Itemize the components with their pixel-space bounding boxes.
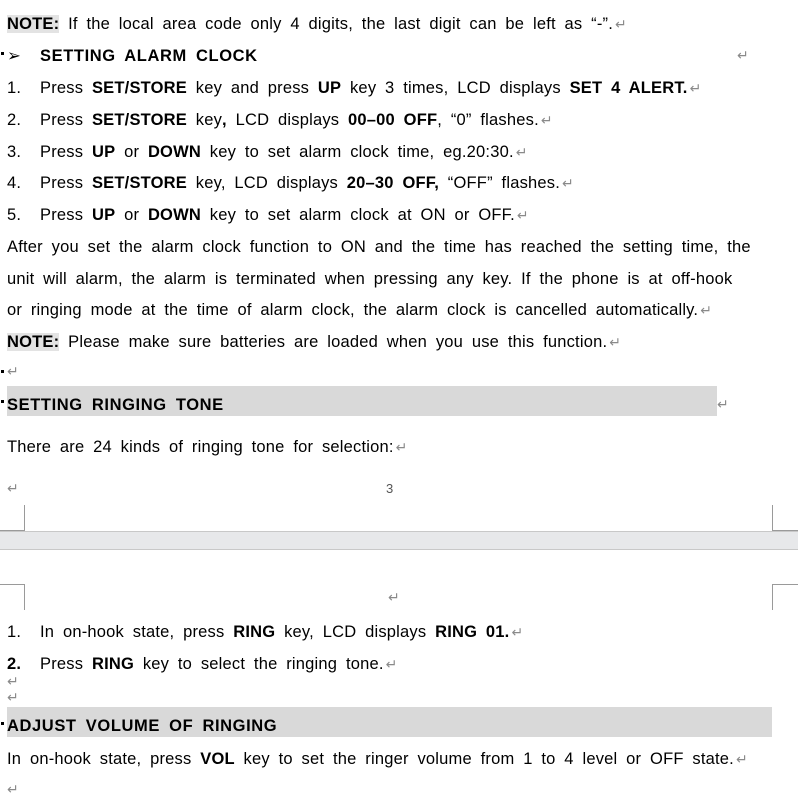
list-item	[7, 622, 523, 642]
text: Press	[40, 174, 92, 192]
text: or	[115, 206, 148, 224]
bold-text: SET/STORE	[91, 174, 187, 192]
bold-text: RING 01.	[435, 623, 510, 641]
heading-marker	[1, 722, 4, 725]
bold-text: SET/STORE	[91, 111, 187, 129]
list-item	[7, 654, 398, 674]
bold-text: RING	[233, 623, 276, 641]
list-number: 1.	[7, 623, 22, 641]
list-number: 1.	[7, 79, 22, 97]
text: Press	[40, 206, 92, 224]
paragraph-mark: ↵	[700, 302, 713, 318]
paragraph-mark: ↵	[540, 112, 553, 128]
text: “OFF” flashes.	[439, 174, 561, 192]
text: key	[186, 111, 223, 129]
text: key and press	[186, 79, 318, 97]
alarm-note-line	[7, 332, 621, 352]
paragraph-mark: ↵	[385, 656, 398, 672]
heading-marker	[1, 400, 4, 403]
page-corner-mark	[772, 584, 798, 610]
text: Press	[40, 655, 92, 673]
text: key 3 times, LCD displays	[341, 79, 570, 97]
volume-paragraph	[7, 749, 748, 769]
paragraph-mark: ↵	[562, 175, 574, 191]
text: LCD displays	[226, 111, 349, 129]
paragraph-mark: ↵	[7, 673, 19, 689]
alarm-paragraph-line-2: unit will alarm, the alarm is terminated when pressing any key. If the phone is at off-hook	[7, 270, 733, 288]
list-number: 5.	[7, 206, 22, 224]
page-gap	[0, 532, 798, 549]
bold-text: DOWN	[147, 143, 201, 161]
paragraph-mark: ↵	[737, 47, 749, 63]
bold-text: RING	[91, 655, 135, 673]
paragraph-mark: ↵	[7, 363, 19, 379]
paragraph-marker	[1, 370, 4, 373]
list-item	[7, 110, 553, 130]
ringing-intro	[7, 437, 408, 457]
heading-marker	[1, 52, 4, 55]
note-text: Please make sure batteries are loaded when you use this function.	[59, 333, 608, 351]
paragraph-mark: ↵	[7, 781, 19, 797]
paragraph-mark: ↵	[515, 144, 528, 160]
text: or	[115, 143, 148, 161]
ringing-heading: SETTING RINGING TONE	[7, 396, 224, 414]
list-item	[7, 78, 702, 98]
alarm-paragraph-line-3	[7, 300, 712, 320]
text: , “0” flashes.	[437, 111, 539, 129]
note-line	[7, 14, 627, 34]
bold-text: UP	[317, 79, 342, 97]
text: In on-hook state, press	[40, 623, 234, 641]
paragraph-mark: ↵	[7, 689, 19, 705]
bold-text: SET/STORE	[91, 79, 187, 97]
list-item	[7, 173, 574, 193]
page-corner-mark	[0, 505, 25, 531]
bullet-icon: ➢	[7, 47, 22, 65]
paragraph-mark: ↵	[395, 439, 408, 455]
alarm-paragraph-line-1: After you set the alarm clock function to ON and the time has reached the setting time, the	[7, 238, 751, 256]
bold-text: SET 4 ALERT.	[569, 79, 688, 97]
paragraph-mark: ↵	[615, 16, 627, 32]
paragraph-mark: ↵	[511, 624, 524, 640]
page-number: 3	[386, 481, 394, 496]
list-number: 2.	[7, 655, 22, 673]
paragraph-mark: ↵	[516, 207, 529, 223]
bold-text: 00–00 OFF	[348, 111, 438, 129]
list-item	[7, 142, 528, 162]
text: In on-hook state, press	[7, 750, 201, 768]
volume-heading: ADJUST VOLUME OF RINGING	[7, 717, 278, 735]
alarm-heading-text: SETTING ALARM CLOCK	[40, 47, 258, 65]
note-label: NOTE:	[7, 333, 60, 351]
text: key to set the ringer volume from 1 to 4 level or OFF state.	[234, 750, 734, 768]
bold-text: VOL	[200, 750, 235, 768]
note-label: NOTE:	[7, 15, 60, 33]
paragraph-mark: ↵	[717, 396, 729, 412]
list-item	[7, 205, 529, 225]
bold-text: UP	[91, 143, 116, 161]
bold-text: ,	[222, 111, 227, 129]
paragraph-mark: ↵	[609, 334, 622, 350]
paragraph-mark: ↵	[388, 589, 400, 605]
alarm-paragraph-text: or ringing mode at the time of alarm clock, the alarm clock is cancelled automatically.	[7, 301, 699, 319]
text: key to set alarm clock at ON or OFF.	[200, 206, 515, 224]
ringing-intro-text: There are 24 kinds of ringing tone for selection:	[7, 438, 394, 456]
list-number: 3.	[7, 143, 22, 161]
page-corner-mark	[772, 505, 798, 531]
bold-text: DOWN	[147, 206, 201, 224]
list-number: 2.	[7, 111, 22, 129]
paragraph-mark: ↵	[735, 751, 748, 767]
note-text: If the local area code only 4 digits, the last digit can be left as “-”.	[59, 15, 614, 33]
bold-text: UP	[91, 206, 116, 224]
text: Press	[40, 143, 92, 161]
text: key, LCD displays	[275, 623, 436, 641]
text: key to select the ringing tone.	[134, 655, 384, 673]
paragraph-mark: ↵	[7, 480, 19, 496]
list-number: 4.	[7, 174, 22, 192]
text: Press	[40, 79, 92, 97]
text: key, LCD displays	[186, 174, 347, 192]
bold-text: 20–30 OFF,	[346, 174, 439, 192]
text: key to set alarm clock time, eg.20:30.	[200, 143, 514, 161]
page-border	[0, 549, 798, 550]
text: Press	[40, 111, 92, 129]
paragraph-mark: ↵	[689, 80, 702, 96]
alarm-heading	[7, 46, 258, 66]
page-corner-mark	[0, 584, 25, 610]
